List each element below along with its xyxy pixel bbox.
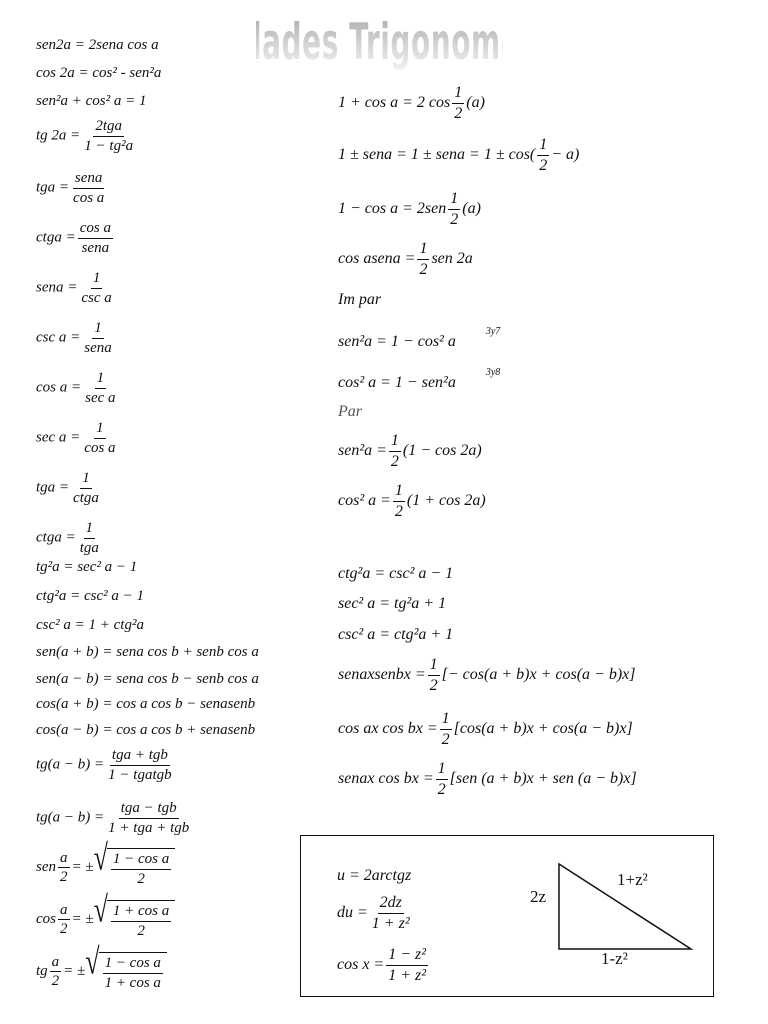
formula-cos2-par: cos² a = $\frac{1}{2}$ (1 + cos 2a) [338, 482, 486, 520]
formula-csc2-ctg-right: csc² a = ctg²a + 1 [338, 626, 454, 643]
formula-du: du = $\frac{2dz}{\text{1 + z²}}$ [337, 894, 410, 932]
formula-sen-sum: sen(a + b) = sena cos b + senb cos a [36, 644, 259, 660]
formula-1-minus-cos: 1 − cos a = 2sen $\frac{1}{2}$ (a) [338, 190, 481, 228]
formula-tga: tga = $\frac{\text{sena}}{\text{cos a}}$ [36, 170, 105, 206]
note-3y7: 3y7 [485, 326, 501, 337]
formula-sec2-tg: sec² a = tg²a + 1 [338, 595, 447, 612]
formula-tg-diff-2: tg(a − b) = $\frac{\text{tga − tgb}}{\text{1 + tga + tgb}}$ [36, 800, 190, 836]
formula-tg2a: tg 2a = $\frac{\text{2tga}}{\text{1 − tg²a}}$ [36, 118, 134, 154]
label-par: Par [338, 403, 362, 420]
formula-pythagorean: sen²a + cos² a = 1 [36, 93, 147, 109]
formula-cos-half: cos $\frac{a}{2}$ = ± √ $\frac{\text{1 + cos a}}{2}$ [36, 900, 175, 939]
formula-sen-cos-product: senax cos bx = $\frac{1}{2}$ [sen (a + b)x + sen (a − b)x] [338, 760, 637, 798]
formula-sen-half: sen $\frac{a}{2}$ = ± √ $\frac{\text{1 − cos a}}{2}$ [36, 848, 175, 887]
formula-cos-cos-product: cos ax cos bx = $\frac{1}{2}$ [cos(a + b)x + cos(a − b)x] [338, 710, 633, 748]
formula-ctg2-csc-right: ctg²a = csc² a − 1 [338, 565, 454, 582]
note-3y8: 3y8 [485, 367, 501, 378]
formula-sen2-im-par: sen²a = 1 − cos² $a^{3y7}$ [338, 326, 501, 350]
formula-cos2-im-par: cos² $a = 1 - sen^2a^{3y8}$ [338, 367, 501, 391]
formula-cos-x: cos x = $\frac{\text{1 − z²}}{\text{1 + z²}}$ [337, 946, 427, 984]
formula-csca-reciprocal: csc a = $\frac{1}{\text{sena}}$ [36, 320, 112, 356]
formula-cosa-reciprocal: cos a = $\frac{1}{\text{sec a}}$ [36, 370, 116, 406]
formula-sena-reciprocal: sena = $\frac{1}{\text{csc a}}$ [36, 270, 112, 306]
triangle-hypotenuse-label: 1+z² [617, 870, 648, 889]
formula-tga-reciprocal: tga = $\frac{1}{\text{ctga}}$ [36, 470, 99, 506]
formula-sen-sen-product: senaxsenbx = $\frac{1}{2}$ [− cos(a + b)x + cos(a − b)x] [338, 656, 636, 694]
formula-ctga: ctga = $\frac{\text{cos a}}{\text{sena}}$ [36, 220, 111, 256]
formula-ctg2-csc: ctg²a = csc² a − 1 [36, 588, 144, 604]
label-im-par: Im par [338, 291, 382, 308]
formula-ctga-reciprocal: ctga = $\frac{1}{\text{tga}}$ [36, 520, 99, 556]
substitution-box [300, 835, 714, 997]
formula-1-pm-sena: 1 ± sena = 1 ± sena = 1 ± cos( $\frac{1}{2}$ − a) [338, 136, 580, 174]
formula-cos-sum: cos(a + b) = cos a cos b − senasenb [36, 696, 256, 712]
page-title: Identidades Trigonometricas [145, 13, 613, 71]
formula-sen2-par: sen²a = $\frac{1}{2}$ (1 − cos 2a) [338, 432, 482, 470]
formula-1-plus-cos: 1 + cos a = 2 cos $\frac{1}{2}$ (a) [338, 84, 485, 122]
formula-cos-sena-product: cos asena = $\frac{1}{2}$ sen 2a [338, 240, 473, 278]
formula-cos-diff: cos(a − b) = cos a cos b + senasenb [36, 722, 256, 738]
formula-sen2a: sen2a = 2sena cos a [36, 37, 159, 53]
formula-tg-half: tg $\frac{a}{2}$ = ± √ $\frac{\text{1 − cos a}}{\text{1 + cos a}}$ [36, 952, 167, 991]
triangle-vertical-side-label: 2z [530, 887, 547, 906]
formula-u-arctg: u = 2arctgz [337, 867, 412, 884]
formula-csc2-ctg: csc² a = 1 + ctg²a [36, 617, 144, 633]
formula-tg2-sec: tg²a = sec² a − 1 [36, 559, 138, 575]
formula-seca-reciprocal: sec a = $\frac{1}{\text{cos a}}$ [36, 420, 116, 456]
formula-sen-diff: sen(a − b) = sena cos b − senb cos a [36, 671, 259, 687]
formula-tg-diff-1: tg(a − b) = $\frac{\text{tga + tgb}}{\text{1 − tgatgb}}$ [36, 747, 172, 783]
triangle-horizontal-side-label: 1-z² [601, 949, 628, 968]
formula-cos2a: cos 2a = cos² - sen²a [36, 65, 162, 81]
